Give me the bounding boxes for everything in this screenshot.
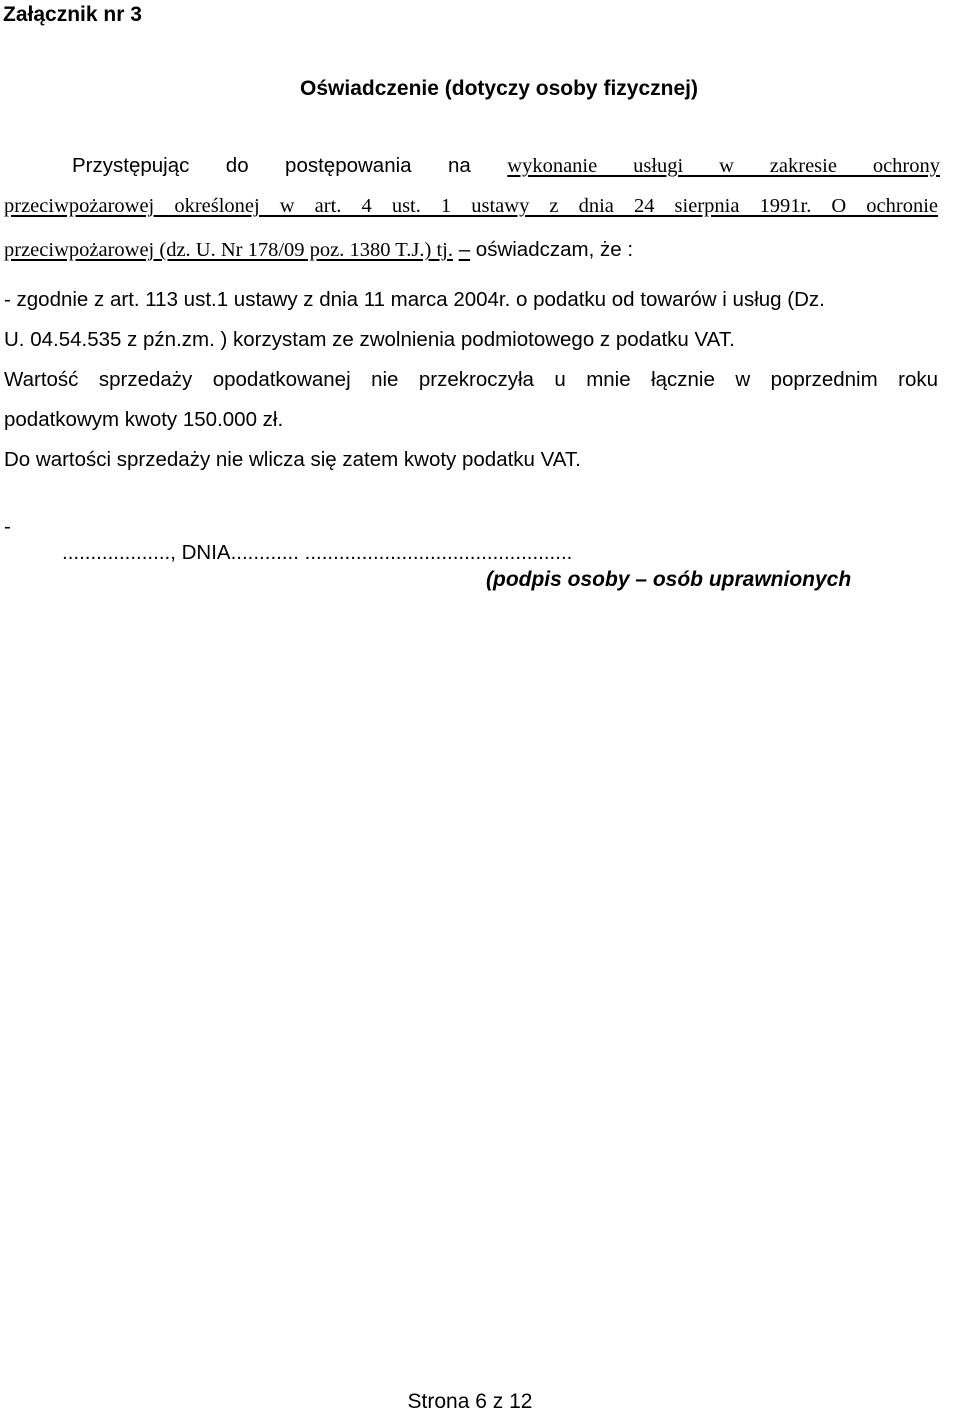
signature-place-date [62, 540, 572, 566]
intro-subject-3: przeciwpożarowej (dz. U. Nr 178/09 poz. 1380 T.J.) tj. [4, 239, 453, 261]
statement-line-5: Do wartości sprzedaży nie wlicza się zatem kwoty podatku VAT. [4, 448, 581, 471]
statement-line-1: - zgodnie z art. 113 ust.1 ustawy z dnia 11 marca 2004r. o podatku od towarów i usług (Dz. [4, 288, 825, 311]
page-number: Strona 6 z 12 [407, 1390, 533, 1413]
intro-line-1 [72, 153, 940, 179]
statement-line-3: Wartość sprzedaży opodatkowanej nie przekroczyła u mnie łącznie w poprzednim roku [4, 368, 938, 391]
place-date-dots: ..................., DNIA............ [62, 541, 299, 564]
intro-line-3 [4, 237, 633, 263]
statement-line-2: U. 04.54.535 z pźn.zm. ) korzystam ze zwolnienia podmiotowego z podatku VAT. [4, 328, 735, 351]
intro-declare: oświadczam, że : [475, 238, 634, 261]
intro-lead: Przystępując do postępowania na [72, 154, 471, 177]
signature-dash: - [4, 515, 11, 538]
statement-line-4: podatkowym kwoty 150.000 zł. [4, 408, 284, 431]
intro-subject-2: przeciwpożarowej określonej w art. 4 ust. 1 ustawy z dnia 24 sierpnia 1991r. O ochronie [4, 195, 938, 217]
signature-dots: ............................................... [304, 541, 573, 564]
page-title: Oświadczenie (dotyczy osoby fizycznej) [300, 77, 698, 100]
signature-caption: (podpis osoby – osób uprawnionych [486, 568, 852, 591]
intro-subject-1: wykonanie usługi w zakresie ochrony [507, 155, 940, 177]
intro-line-2 [4, 195, 938, 218]
annex-label: Załącznik nr 3 [3, 3, 142, 26]
intro-dash: – [458, 238, 471, 261]
